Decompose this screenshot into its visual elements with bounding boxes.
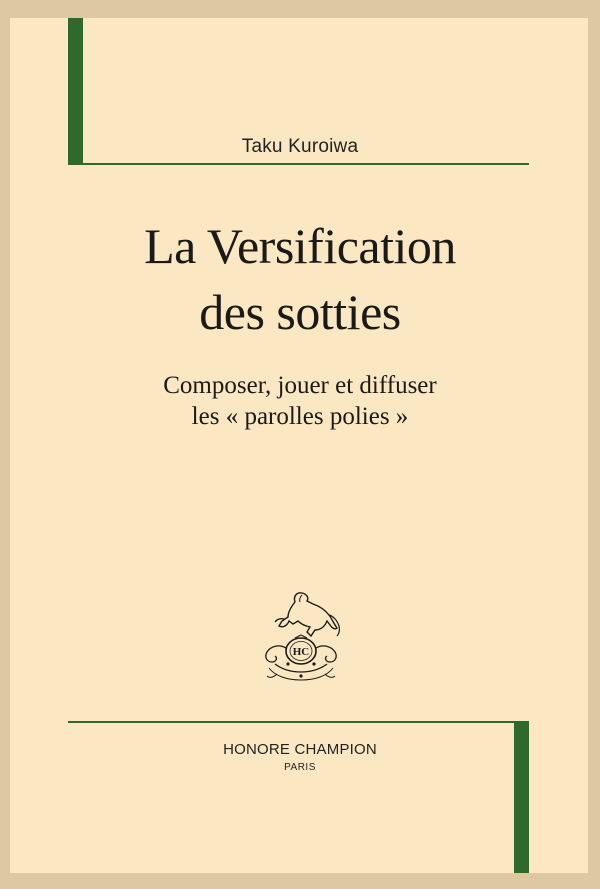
book-subtitle xyxy=(0,370,600,432)
book-title xyxy=(0,213,600,345)
top-green-rule xyxy=(68,163,529,165)
title-line-2: des sotties xyxy=(199,284,401,340)
publisher-name: HONORE CHAMPION xyxy=(223,741,377,758)
subtitle-line-1: Composer, jouer et diffuser xyxy=(163,372,437,399)
bottom-green-rule xyxy=(68,721,529,723)
author-name: Taku Kuroiwa xyxy=(241,136,359,157)
subtitle-line-2: les « parolles polies » xyxy=(191,403,409,430)
emblem-monogram: HC xyxy=(292,646,310,658)
horse-crest-logo xyxy=(255,588,347,686)
publisher-city: PARIS xyxy=(284,762,316,773)
title-line-1: La Versification xyxy=(144,218,456,274)
